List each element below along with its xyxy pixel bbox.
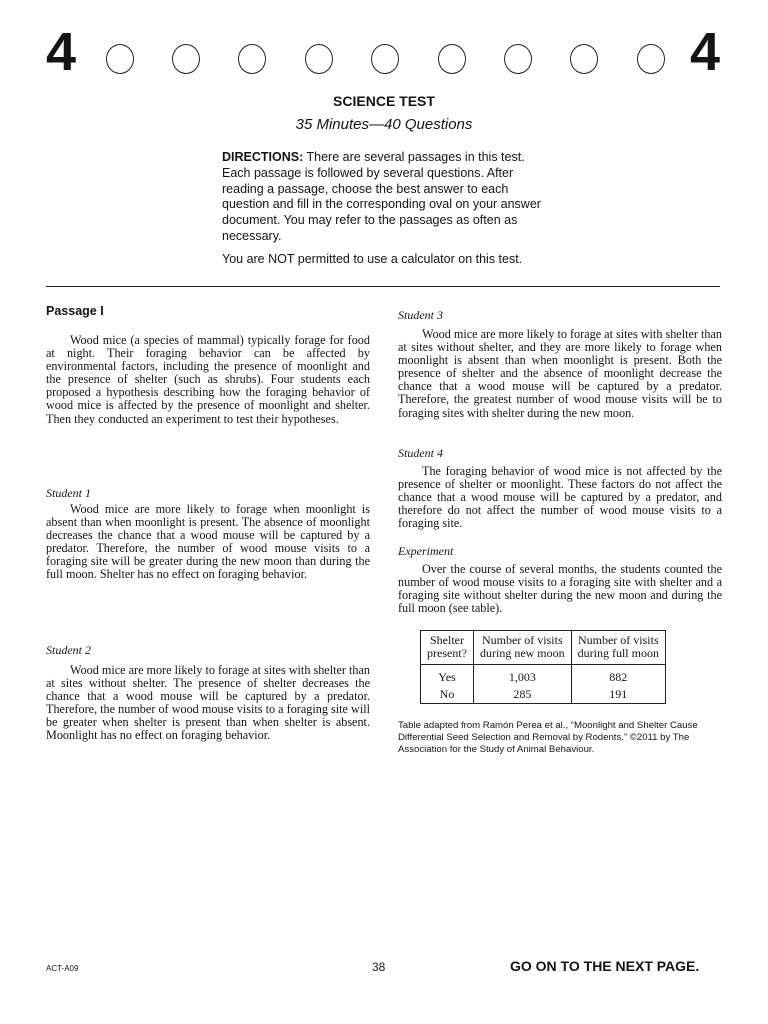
section-number-right: 4 (690, 22, 721, 82)
directions-text: There are several passages in this test. Each passage is followed by several questions. After reading a passage, choose the best answer to each question and fill in the corresponding oval on your answer document. You may refer to the passages as often as necessary. (222, 150, 541, 243)
table-cell: 285 (473, 686, 571, 704)
student-1-label: Student 1 (46, 486, 91, 500)
section-number-left: 4 (46, 22, 77, 82)
oval-icon (305, 44, 333, 74)
student-4-text: The foraging behavior of wood mice is not affected by the presence of shelter or moonlight. These factors do not affect the chance that a wood mouse will be captured by a predator, and therefore do not affect the number of wood mouse visits to a foraging site. (398, 464, 722, 531)
student-3-text: Wood mice are more likely to forage at sites with shelter than at sites without shelter, and they are more likely to forage when moonlight is absent than when moonlight is present. Both the presence of shelter and the absence of moonlight decrease the chance that a wood mouse will be captured by a predator. Therefore, the greatest number of wood mouse visits will be to foraging sites with shelter during the new moon. (398, 327, 722, 420)
directions (222, 150, 548, 245)
oval-icon (438, 44, 466, 74)
page-number: 38 (372, 960, 386, 974)
table-cell: 882 (571, 665, 665, 687)
table-source-note: Table adapted from Ramón Perea et al., “Moonlight and Shelter Cause Differential Seed Selection and Removal by Rodents.” ©2011 by The Association for the Study of Animal Behaviour. (398, 720, 698, 755)
experiment-block (398, 563, 722, 615)
table-header-cell: Number of visits during full moon (571, 631, 665, 665)
table-cell: Yes (421, 665, 474, 687)
oval-icon (570, 44, 598, 74)
next-page-notice: GO ON TO THE NEXT PAGE. (510, 958, 700, 974)
oval-icon (238, 44, 266, 74)
test-title: SCIENCE TEST (333, 93, 435, 109)
experiment-text: Over the course of several months, the students counted the number of wood mouse visits to a foraging site with shelter and a foraging site without shelter during the new moon and during the full moon (see table). (398, 562, 722, 616)
table-cell: No (421, 686, 474, 704)
table-header-row (421, 631, 666, 665)
student-4-block (398, 465, 722, 530)
oval-icon (371, 44, 399, 74)
experiment-label: Experiment (398, 544, 454, 558)
form-code: ACT-A09 (46, 964, 79, 973)
results-table (420, 630, 666, 704)
passage-title: Passage I (46, 304, 104, 318)
table-header-cell: Shelter present? (421, 631, 474, 665)
student-4-label: Student 4 (398, 446, 443, 460)
table-cell: 191 (571, 686, 665, 704)
oval-icon (504, 44, 532, 74)
student-3-label: Student 3 (398, 308, 443, 322)
student-2-block (46, 664, 370, 743)
oval-icon (637, 44, 665, 74)
passage-intro-text: Wood mice (a species of mammal) typically forage for food at night. Their foraging behavior can be affected by environmental factors, including the presence of moonlight and the presence of shelter (such as shrubs). Four students each proposed a hypothesis describing how the foraging behavior of wood mice is affected by the presence of moonlight and shelter. Then they conducted an experiment to test their hypotheses. (46, 333, 370, 426)
student-1-text: Wood mice are more likely to forage when moonlight is absent than when moonlight is present. The absence of moonlight decreases the chance that a wood mouse will be captured by a predator. Therefore, the number of wood mouse visits to a foraging site will be greater during the new moon than during the full moon. Shelter has no effect on foraging behavior. (46, 502, 370, 582)
table-row (421, 665, 666, 687)
calculator-note: You are NOT permitted to use a calculator on this test. (222, 252, 523, 266)
table-row (421, 686, 666, 704)
oval-icon (172, 44, 200, 74)
table-cell: 1,003 (473, 665, 571, 687)
student-2-label: Student 2 (46, 643, 91, 657)
student-1-block (46, 503, 370, 582)
student-3-block (398, 328, 722, 420)
student-2-text: Wood mice are more likely to forage at sites with shelter than at sites without shelter. The presence of shelter decreases the chance that a wood mouse will be captured by a predator. Therefore, the number of wood mouse visits to a foraging site will be greater when shelter is present than when shelter is absent. Moonlight has no effect on foraging behavior. (46, 663, 370, 743)
oval-icon (106, 44, 134, 74)
table-header-cell: Number of visits during new moon (473, 631, 571, 665)
passage-intro (46, 334, 370, 426)
directions-label: DIRECTIONS: (222, 150, 304, 164)
header-divider (46, 286, 720, 287)
test-subtitle: 35 Minutes—40 Questions (295, 116, 473, 133)
